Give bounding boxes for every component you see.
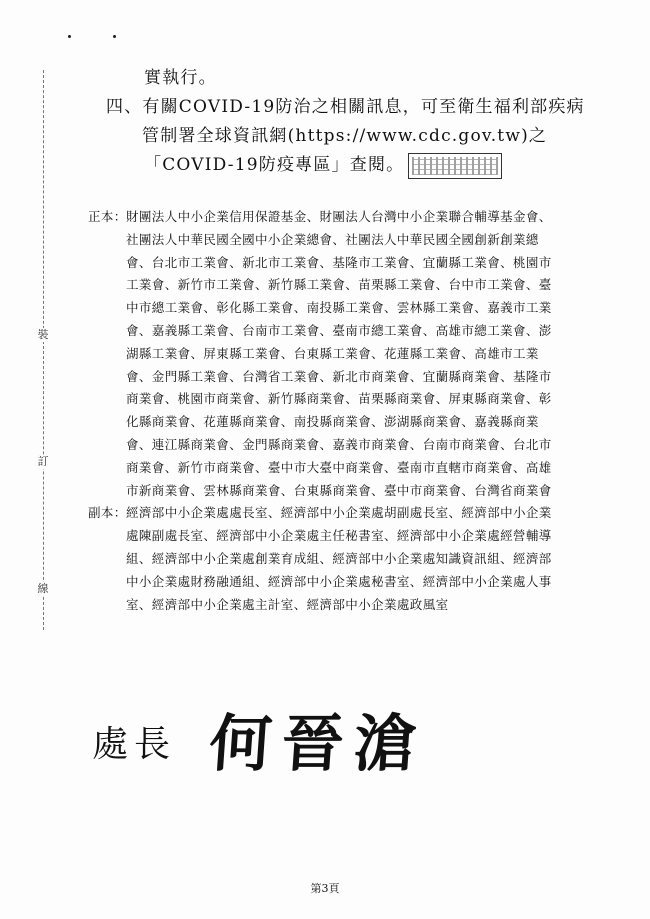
body-line: 「COVID-19防疫專區」查閱。 — [144, 155, 405, 175]
recipient-line: 室、經濟部中小企業處主計室、經濟部中小企業處政風室 — [126, 596, 449, 612]
recipient-line: 商業會、新竹市商業會、臺中市大臺中商業會、臺南市直轄市商業會、高雄 — [126, 459, 552, 475]
recipient-line: 社團法人中華民國全國中小企業總會、社團法人中華民國全國創新創業總 — [126, 231, 539, 247]
copy-recipients-label: 副本： — [88, 505, 127, 521]
recipient-line: 財團法人中小企業信用保證基金、財團法人台灣中小企業聯合輔導基金會、 — [126, 209, 552, 224]
binding-mark-bind: 裝 — [37, 328, 49, 341]
binding-mark-staple: 訂 — [37, 455, 49, 468]
main-recipients — [88, 206, 588, 616]
recipient-line: 組、經濟部中小企業處創業育成組、經濟部中小企業處知識資訊組、經濟部 — [126, 550, 552, 566]
recipient-line: 會、台北市工業會、新北市工業會、基隆市工業會、宜蘭縣工業會、桃園市 — [126, 254, 552, 270]
binding-mark-line: 線 — [37, 582, 49, 595]
recipient-line: 中市總工業會、彰化縣工業會、南投縣工業會、雲林縣工業會、嘉義市工業 — [126, 300, 552, 316]
recipient-line: 湖縣工業會、屏東縣工業會、台東縣工業會、花蓮縣工業會、高雄市工業 — [126, 345, 539, 361]
recipient-line: 市新商業會、雲林縣商業會、台東縣商業會、臺中市商業會、台灣省商業會 — [126, 482, 552, 498]
page-number: 第3頁 — [310, 882, 340, 895]
signature-block — [92, 688, 512, 783]
body-line: 實執行。 — [144, 68, 217, 88]
signature-name: 何晉滄 — [207, 707, 429, 780]
body-line: 四、有關COVID-19防治之相關訊息，可至衛生福利部疾病 — [106, 97, 585, 117]
recipient-line: 工業會、新竹市工業會、新竹縣工業會、苗栗縣工業會、台中市工業會、臺 — [126, 277, 552, 293]
recipient-line: 會、金門縣工業會、台灣省工業會、新北市商業會、宜蘭縣商業會、基隆市 — [126, 368, 552, 384]
recipient-line: 會、連江縣商業會、金門縣商業會、嘉義市商業會、台南市商業會、台北市 — [126, 436, 552, 452]
scan-speck — [113, 35, 116, 38]
recipient-line: 化縣商業會、花蓮縣商業會、南投縣商業會、澎湖縣商業會、嘉義縣商業 — [126, 414, 539, 430]
main-recipients-label: 正本： — [88, 209, 127, 224]
binding-line — [43, 70, 44, 630]
signature-title: 處長 — [92, 724, 177, 765]
recipient-line: 中小企業處財務融通組、經濟部中小企業處秘書室、經濟部中小企業處人事 — [126, 573, 552, 589]
recipient-line: 商業會、桃園市商業會、新竹縣商業會、苗栗縣商業會、屏東縣商業會、彰 — [126, 391, 552, 407]
recipient-line: 會、嘉義縣工業會、台南市工業會、臺南市總工業會、高雄市總工業會、澎 — [126, 322, 552, 338]
body-line: 管制署全球資訊網(https://www.cdc.gov.tw)之 — [142, 126, 548, 146]
body-paragraph — [106, 64, 585, 180]
body-line-with-stamp — [112, 151, 582, 180]
official-seal-icon — [408, 153, 502, 179]
recipient-line: 經濟部中小企業處處長室、經濟部中小企業處胡副處長室、經濟部中小企業 — [126, 505, 552, 521]
recipient-line: 處陳副處長室、經濟部中小企業處主任秘書室、經濟部中小企業處經營輔導 — [126, 528, 552, 544]
scan-speck — [68, 35, 71, 38]
